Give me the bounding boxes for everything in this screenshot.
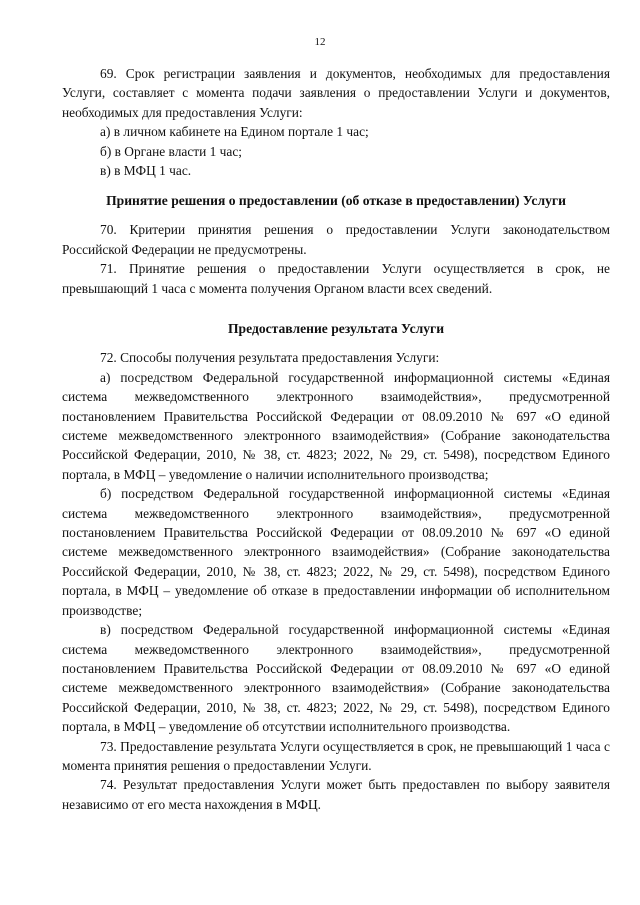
page-number: 12 — [314, 36, 326, 48]
paragraph-72-c: в) посредством Федеральной государственной информационной системы «Единая система межведомственного электронного взаимодействия», предусмотренной постановлением Правительства Российской Федерации от 08.09.2010 № 697 «О единой системе межведомственного электронного взаимодействия» (Собрание законодательства Российской Федерации, 2010, № 38, ст. 4823; 2022, № 29, ст. 5498), посредством Единого портала, в МФЦ – уведомление об отсутствии исполнительного производства. — [62, 622, 610, 735]
section-registration-terms — [62, 64, 610, 180]
paragraph-72: 72. Способы получения результата предоставления Услуги: — [100, 350, 440, 366]
section-decision — [62, 191, 610, 298]
section-result — [62, 319, 610, 814]
paragraph-72-b: б) посредством Федеральной государственной информационной системы «Единая система межведомственного электронного взаимодействия», предусмотренной постановлением Правительства Российской Федерации от 08.09.2010 № 697 «О единой системе межведомственного электронного взаимодействия» (Собрание законодательства Российской Федерации, 2010, № 38, ст. 4823; 2022, № 29, ст. 5498), посредством Единого портала, в МФЦ – уведомление об отказе в предоставлении информации об исполнительном производстве; — [62, 486, 610, 618]
paragraph-69-c: в) в МФЦ 1 час. — [100, 163, 192, 179]
paragraph-70: 70. Критерии принятия решения о предоставлении Услуги законодательством Российской Федерации не предусмотрены. — [62, 222, 610, 257]
section-heading-decision: Принятие решения о предоставлении (об отказе в предоставлении) Услуги — [106, 193, 566, 208]
paragraph-71: 71. Принятие решения о предоставлении Услуги осуществляется в срок, не превышающий 1 часа с момента получения Органом власти всех сведений. — [62, 261, 610, 296]
paragraph-73: 73. Предоставление результата Услуги осуществляется в срок, не превышающий 1 часа с момента принятия решения о предоставлении Услуги. — [62, 738, 610, 773]
section-heading-result: Предоставление результата Услуги — [227, 321, 445, 336]
paragraph-72-a: а) посредством Федеральной государственной информационной системы «Единая система межведомственного электронного взаимодействия», предусмотренной постановлением Правительства Российской Федерации от 08.09.2010 № 697 «О единой системе межведомственного электронного взаимодействия» (Собрание законодательства Российской Федерации, 2010, № 38, ст. 4823; 2022, № 29, ст. 5498), посредством Единого портала, в МФЦ – уведомление о наличии исполнительного производства; — [62, 369, 610, 482]
paragraph-69-b: б) в Органе власти 1 час; — [100, 143, 243, 159]
paragraph-69-a: а) в личном кабинете на Едином портале 1 час; — [100, 124, 369, 140]
paragraph-69: 69. Срок регистрации заявления и документов, необходимых для предоставления Услуги, составляет с момента подачи заявления о предоставлении Услуги и документов, необходимых для предоставления Услуги: — [62, 66, 610, 120]
paragraph-74: 74. Результат предоставления Услуги может быть предоставлен по выбору заявителя независимо от его места нахождения в МФЦ. — [62, 777, 610, 812]
